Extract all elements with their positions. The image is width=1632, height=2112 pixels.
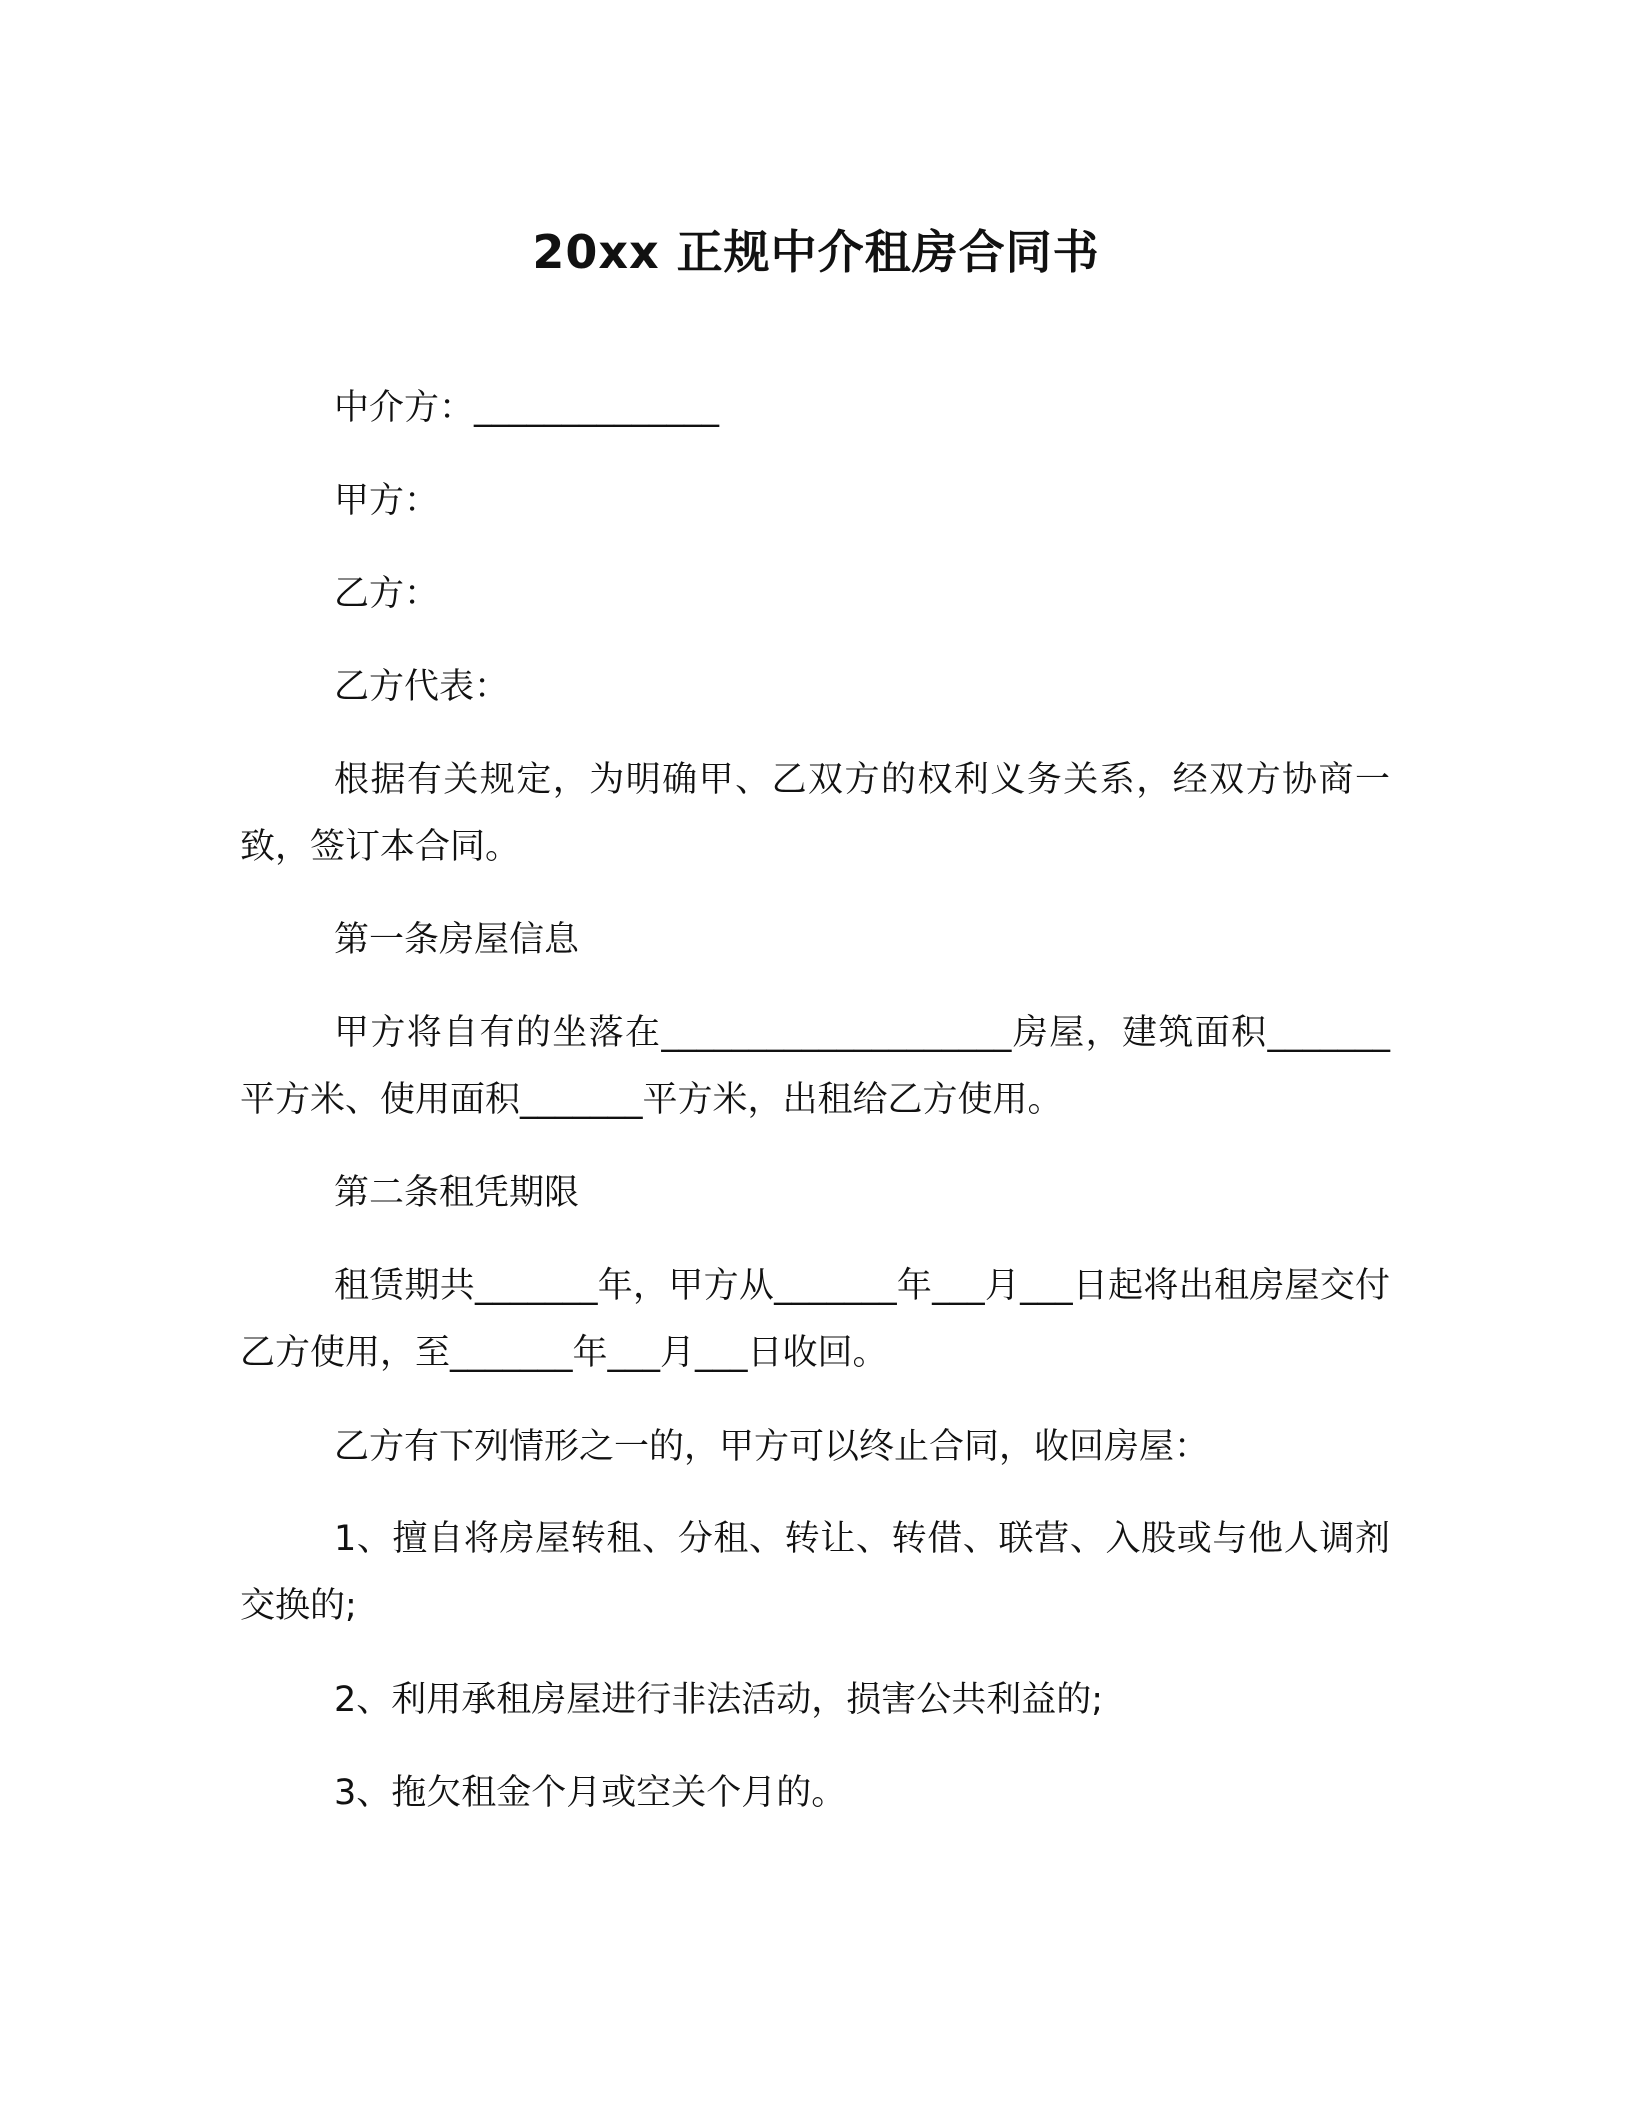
termination-intro: 乙方有下列情形之一的，甲方可以终止合同，收回房屋： [334,1427,1210,1467]
field-party-b-representative: 乙方代表： [334,667,510,707]
article-2-heading: 第二条租凭期限 [334,1173,580,1213]
termination-item-2: 2、利用承租房屋进行非法活动，损害公共利益的; [334,1680,1104,1720]
document-title: 20xx 正规中介租房合同书 [532,225,1100,279]
article-2-body: 租赁期共_______年，甲方从_______年___月___日起将出租房屋交付乙方使用，至_______年___月___日收回。 [240,1266,1390,1373]
article-1-heading: 第一条房屋信息 [334,920,580,960]
field-party-b: 乙方： [334,574,440,614]
article-1-body: 甲方将自有的坐落在____________________房屋，建筑面积_______平方米、使用面积_______平方米，出租给乙方使用。 [240,1013,1390,1120]
termination-item-3: 3、拖欠租金个月或空关个月的。 [334,1773,847,1813]
field-agent: 中介方：______________ [334,388,720,428]
termination-item-1: 1、擅自将房屋转租、分租、转让、转借、联营、入股或与他人调剂交换的; [240,1519,1390,1626]
field-party-a: 甲方： [334,481,440,521]
intro-paragraph: 根据有关规定，为明确甲、乙双方的权利义务关系，经双方协商一致，签订本合同。 [240,760,1390,867]
